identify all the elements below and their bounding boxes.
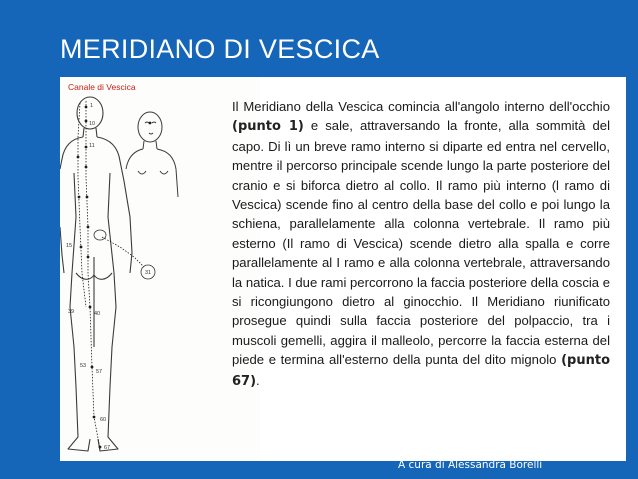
figure-label-60: 60 (100, 417, 107, 423)
figure-label-15: 15 (66, 243, 73, 249)
author-credit: A cura di Alessandra Borelli (398, 459, 543, 471)
point-start-label: (punto 1) (232, 119, 304, 135)
figure-label-57: 57 (96, 369, 103, 375)
figure-label-67: 67 (104, 445, 111, 451)
figure-label-39: 39 (68, 309, 75, 315)
figure-label-53: 53 (80, 363, 87, 369)
description-intro: Il Meridiano della Vescica comincia all'angolo interno dell'occhio (232, 99, 610, 114)
figure-label-31: 31 (145, 270, 152, 276)
meridian-description (232, 97, 610, 391)
point-end-label: (punto 67) (232, 353, 610, 389)
content-panel (60, 77, 626, 461)
description-body: e sale, attraversando la fronte, alla sommità del capo. Di lì un breve ramo interno si diparte ed entra nel cervello, mentre il percorso principale scende lungo la parte posteriore del cranio e si biforca dietro al collo. Il ramo più interno (l ramo di Vescica) scende fino al centro della base del collo e poi lungo la schiena, parallelamente alla colonna vertebrale. Il ramo più esterno (Il ramo di Vescica) scende dietro alla spalla e corre parallelamente al I ramo e alla colonna vertebrale, attraversando la natica. I due rami percorrono la faccia posteriore della coscia e si ricongiungono dietro al ginocchio. Il Meridiano riunificato prosegue quindi sulla faccia posteriore del polpaccio, tra i muscoli gemelli, aggira il malleolo, percorre la faccia esterna del piede e termina all'esterno della punta del dito mignolo (232, 118, 610, 368)
figure-label-40: 40 (94, 311, 101, 317)
description-end: . (256, 372, 260, 388)
meridian-body-illustration (60, 77, 260, 461)
figure-caption: Canale di Vescica (68, 82, 136, 92)
figure-label-10: 10 (89, 121, 96, 127)
slide-title: MERIDIANO DI VESCICA (60, 34, 380, 64)
figure-label-1: 1 (90, 103, 94, 109)
figure-label-11: 11 (89, 143, 95, 149)
